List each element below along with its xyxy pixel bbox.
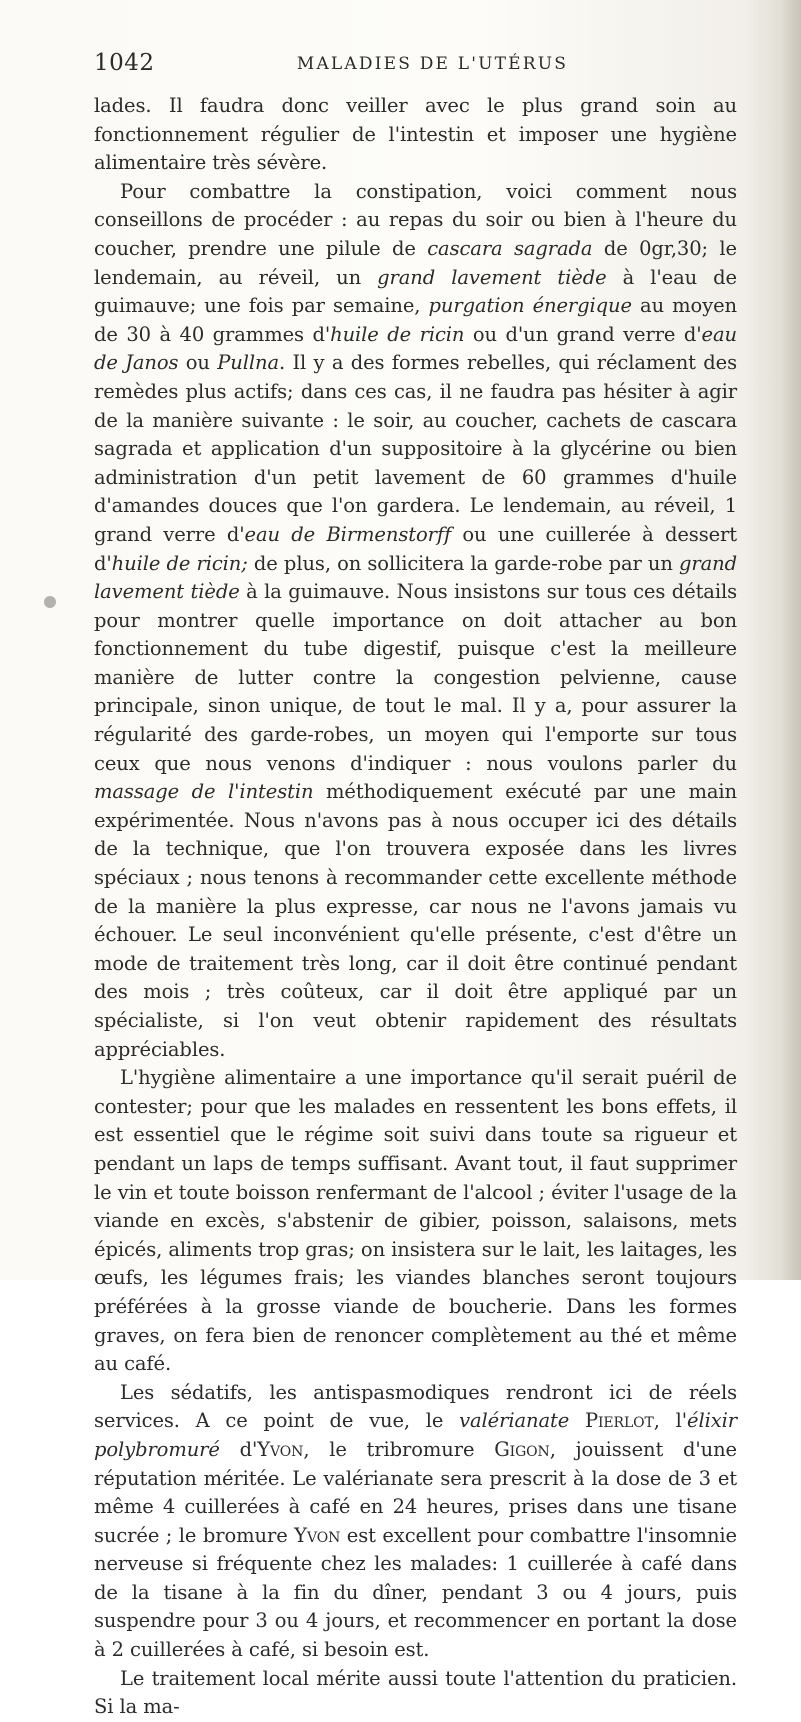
text-run (569, 1409, 585, 1432)
author-name: Pierlot (584, 1409, 654, 1433)
text-run: , jouissent d'une réputation méritée. Le valérianate sera prescrit à la dose de 3 et même 4 cuillerées à café en 24 heures, prises dans une tisane sucrée ; le bromure (94, 1437, 737, 1547)
author-name: Yvon (257, 1437, 304, 1461)
paragraph (94, 1064, 737, 1379)
italic-text: grand lavement tiède (94, 551, 737, 604)
text-run: lades. Il faudra donc veiller avec le plus grand soin au fonctionnement régulier de l'intestin et imposer une hygiène alimentaire très sévère. (94, 94, 737, 175)
body-text (94, 92, 737, 1722)
italic-text: Pullna (217, 351, 279, 375)
italic-text: eau de Janos (94, 322, 737, 375)
text-run: de plus, on sollicitera la garde-robe par un (247, 551, 680, 575)
italic-text: massage de l'intestin (94, 780, 314, 804)
text-run: est excellent pour combattre l'insomnie nerveuse si fréquente chez les malades: 1 cuillerée à café dans de la tisane à la fin du dîner, pendant 3 ou 4 jours, puis suspendre pour 3 ou 4 jours, et recommencer en portant la dose à 2 cuillerées à café, si besoin est. (94, 1523, 737, 1662)
italic-text: cascara sagrada (427, 236, 593, 260)
paragraph (94, 1665, 737, 1722)
italic-text: valérianate (459, 1409, 570, 1433)
text-run: Les sédatifs, les antispasmodiques rendront ici de réels services. A ce point de vue, le (94, 1380, 737, 1433)
text-run: , l' (653, 1409, 688, 1433)
author-name: Yvon (294, 1523, 341, 1547)
paragraph (94, 178, 737, 1064)
text-run: d' (219, 1437, 258, 1461)
text-run: au moyen de 30 à 40 grammes d' (94, 294, 738, 346)
text-run: ou d'un grand verre d' (464, 322, 702, 346)
text-run: de 0gr,30; le lendemain, au réveil, un (94, 236, 737, 289)
page-number: 1042 (94, 50, 155, 76)
text-run: à l'eau de guimauve; une fois par semaine, (94, 265, 738, 318)
text-run: Pour combattre la constipation, voici comment nous conseillons de procéder : au repas du soir ou bien à l'heure du coucher, prendre une pilule de (94, 179, 737, 260)
paragraph (94, 1379, 737, 1665)
text-run: . Il y a des formes rebelles, qui réclament des remèdes plus actifs; dans ces cas, il ne faudra pas hésiter à agir de la manière suivante : le soir, au coucher, cachets de cascara sagrada et application d'un suppositoire à la glycérine ou bien administration d'un petit lavement de 60 grammes d'huile d'amandes douces que l'on gardera. Le lendemain, au réveil, 1 grand verre d' (94, 351, 738, 546)
italic-text: huile de ricin (330, 322, 465, 346)
text-run: méthodiquement exécuté par une main expérimentée. Nous n'avons pas à nous occuper ici des détails de la technique, que l'on trouvera exposée dans les livres spéciaux ; nous tenons à recommander cette excellente méthode de la manière la plus expresse, car nous ne l'avons jamais vu échouer. Le seul inconvénient qu'elle présente, c'est d'être un mode de traitement très long, car il doit être continué pendant des mois ; très coûteux, car il doit être appliqué par un spécialiste, si l'on veut obtenir rapidement des résultats appréciables. (94, 780, 738, 1061)
text-run: , le tribromure (303, 1437, 495, 1461)
running-title: MALADIES DE L'UTÉRUS (296, 54, 569, 74)
page-header (94, 44, 731, 84)
italic-text: grand lavement tiède (377, 265, 607, 289)
text-run: ou une cuillerée à dessert d' (94, 522, 737, 575)
italic-text: eau de Birmenstorff (244, 522, 452, 546)
italic-text: huile de ricin; (111, 551, 248, 575)
text-run: Le traitement local mérite aussi toute l'attention du praticien. Si la ma- (94, 1666, 737, 1719)
text-run: à la guimauve. Nous insistons sur tous ces détails pour montrer quelle importance on doit attacher au bon fonctionnement du tube digestif, puisque c'est la meilleure manière de lutter contre la congestion pelvienne, cause principale, sinon unique, de tout le mal. Il y a, pour assurer la régularité des garde-robes, un moyen qui l'emporte sur tous ceux que nous venons d'indiquer : nous voulons parler du (94, 580, 738, 775)
author-name: Gigon (494, 1437, 550, 1461)
paragraph (94, 92, 737, 178)
italic-text: purgation énergique (428, 294, 632, 318)
binding-hole (44, 596, 56, 608)
page-edge-shadow (781, 0, 801, 1280)
italic-text: élixir polybromuré (94, 1409, 737, 1461)
text-run: L'hygiène alimentaire a une importance qu'il serait puéril de contester; pour que les malades en ressentent les bons effets, il est essentiel que le régime soit suivi dans toute sa rigueur et pendant un laps de temps suffisant. Avant tout, il faut supprimer le vin et toute boisson renfermant de l'alcool ; éviter l'usage de la viande en excès, s'abstenir de gibier, poisson, salaisons, mets épicés, aliments trop gras; on insistera sur le lait, les laitages, les œufs, les légumes frais; les viandes blanches seront toujours préférées à la grosse viande de boucherie. Dans les formes graves, on fera bien de renoncer complètement au thé et même au café. (94, 1066, 737, 1376)
text-run: ou (178, 351, 218, 375)
